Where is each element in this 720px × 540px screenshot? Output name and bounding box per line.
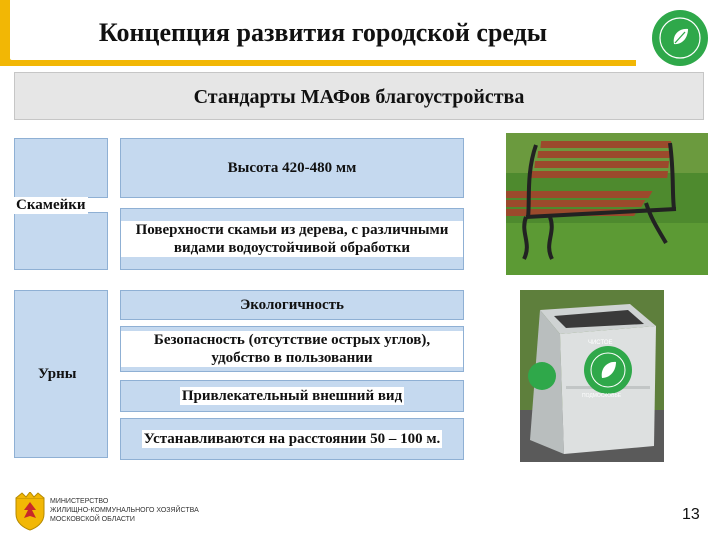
page-title: Концепция развития городской среды	[98, 18, 548, 47]
category-label-benches: Скамейки	[16, 197, 86, 213]
category-box-benches-lower	[14, 212, 108, 270]
feature-text: Безопасность (отсутствие острых углов), удобство в пользовании	[121, 331, 463, 367]
ministry-name	[50, 497, 199, 524]
subtitle: Стандарты МАФов благоустройства	[193, 86, 525, 108]
feature-text: Высота 420-480 мм	[227, 160, 357, 176]
clean-podmoskovye-logo	[652, 10, 708, 66]
feature-text: Поверхности скамьи из дерева, с различными видами водоустойчивой обработки	[121, 221, 463, 257]
page-number: 13	[682, 506, 700, 523]
bench-photo	[506, 133, 708, 275]
ministry-line: МОСКОВСКОЙ ОБЛАСТИ	[50, 516, 135, 523]
category-box-benches	[14, 138, 108, 198]
feature-urn-distance	[120, 418, 464, 460]
ministry-line: ЖИЛИЩНО-КОММУНАЛЬНОГО ХОЗЯЙСТВА	[50, 507, 199, 514]
urn-logo-text-bottom: ПОДМОСКОВЬЕ	[582, 393, 622, 399]
feature-urn-safety	[120, 326, 464, 372]
feature-text: Привлекательный внешний вид	[181, 388, 403, 404]
feature-urn-appearance	[120, 380, 464, 412]
feature-urn-eco	[120, 290, 464, 320]
feature-text: Устанавливаются на расстоянии 50 – 100 м.	[143, 431, 441, 447]
coat-of-arms-icon	[12, 492, 48, 532]
urn-photo	[520, 290, 664, 462]
urn-logo-text-top: ЧИСТОЕ	[588, 340, 613, 346]
feature-bench-surface	[120, 208, 464, 270]
feature-bench-height	[120, 138, 464, 198]
category-label-urns: Урны	[38, 366, 77, 382]
ministry-line: МИНИСТЕРСТВО	[50, 498, 109, 505]
subtitle-box	[14, 72, 704, 120]
feature-text: Экологичность	[240, 297, 344, 313]
